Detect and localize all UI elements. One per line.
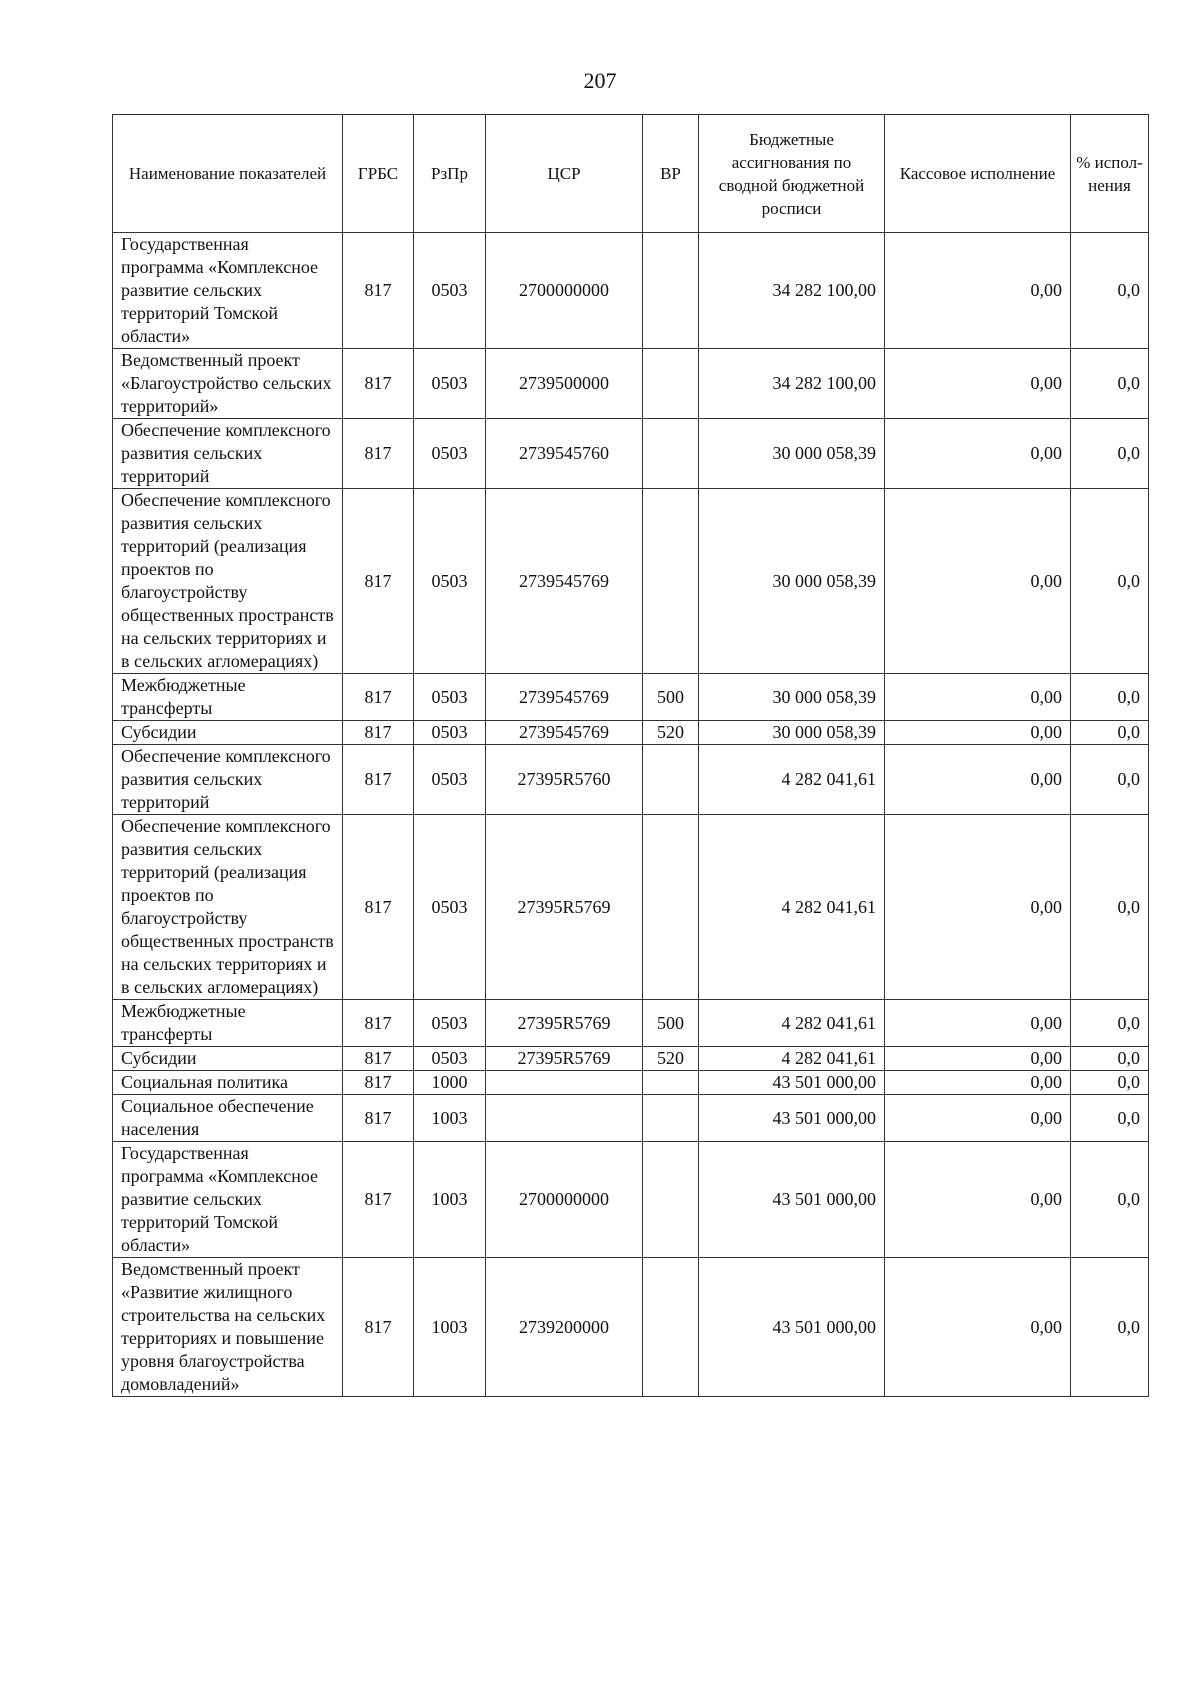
row-grbs: 817 xyxy=(343,419,414,489)
row-rzpr: 1000 xyxy=(414,1071,486,1095)
row-vr xyxy=(643,1258,699,1397)
row-cash: 0,00 xyxy=(885,233,1071,349)
row-name: Обеспечение комплексного развития сельских территорий xyxy=(113,419,343,489)
header-rzpr: РзПр xyxy=(414,115,486,233)
row-budget: 30 000 058,39 xyxy=(699,721,885,745)
table-row xyxy=(113,745,1149,815)
row-percent: 0,0 xyxy=(1071,419,1149,489)
row-rzpr: 1003 xyxy=(414,1095,486,1142)
row-cash: 0,00 xyxy=(885,1047,1071,1071)
table-row xyxy=(113,1095,1149,1142)
row-vr xyxy=(643,1095,699,1142)
row-percent: 0,0 xyxy=(1071,233,1149,349)
row-name: Субсидии xyxy=(113,721,343,745)
row-name: Ведомственный проект «Благоустройство сельских территорий» xyxy=(113,349,343,419)
row-csr xyxy=(486,1095,643,1142)
row-csr: 2739545769 xyxy=(486,489,643,674)
row-csr: 2739545769 xyxy=(486,674,643,721)
row-budget: 4 282 041,61 xyxy=(699,1047,885,1071)
row-cash: 0,00 xyxy=(885,419,1071,489)
row-rzpr: 0503 xyxy=(414,489,486,674)
row-csr xyxy=(486,1071,643,1095)
row-name: Государственная программа «Комплексное развитие сельских территорий Томской области» xyxy=(113,233,343,349)
row-rzpr: 0503 xyxy=(414,419,486,489)
row-percent: 0,0 xyxy=(1071,815,1149,1000)
row-cash: 0,00 xyxy=(885,489,1071,674)
row-vr xyxy=(643,349,699,419)
row-percent: 0,0 xyxy=(1071,721,1149,745)
row-rzpr: 0503 xyxy=(414,721,486,745)
header-csr: ЦСР xyxy=(486,115,643,233)
row-percent: 0,0 xyxy=(1071,674,1149,721)
row-cash: 0,00 xyxy=(885,1258,1071,1397)
row-grbs: 817 xyxy=(343,745,414,815)
table-row xyxy=(113,815,1149,1000)
row-vr xyxy=(643,745,699,815)
row-cash: 0,00 xyxy=(885,349,1071,419)
row-percent: 0,0 xyxy=(1071,1258,1149,1397)
row-name: Обеспечение комплексного развития сельских территорий (реализация проектов по благоустройству общественных пространств на сельских территориях и в сельских агломерациях) xyxy=(113,815,343,1000)
row-name: Обеспечение комплексного развития сельских территорий (реализация проектов по благоустройству общественных пространств на сельских территориях и в сельских агломерациях) xyxy=(113,489,343,674)
row-vr xyxy=(643,815,699,1000)
row-grbs: 817 xyxy=(343,349,414,419)
row-name: Социальная политика xyxy=(113,1071,343,1095)
row-vr xyxy=(643,233,699,349)
row-rzpr: 0503 xyxy=(414,1047,486,1071)
row-percent: 0,0 xyxy=(1071,1095,1149,1142)
row-csr: 27395R5769 xyxy=(486,1047,643,1071)
row-grbs: 817 xyxy=(343,1047,414,1071)
header-name: Наименование показателей xyxy=(113,115,343,233)
row-percent: 0,0 xyxy=(1071,349,1149,419)
table-row xyxy=(113,721,1149,745)
row-budget: 30 000 058,39 xyxy=(699,489,885,674)
row-budget: 30 000 058,39 xyxy=(699,674,885,721)
row-budget: 43 501 000,00 xyxy=(699,1095,885,1142)
row-budget: 4 282 041,61 xyxy=(699,745,885,815)
table-row xyxy=(113,1000,1149,1047)
row-percent: 0,0 xyxy=(1071,1000,1149,1047)
row-budget: 34 282 100,00 xyxy=(699,349,885,419)
row-csr: 2700000000 xyxy=(486,233,643,349)
row-grbs: 817 xyxy=(343,1000,414,1047)
header-grbs: ГРБС xyxy=(343,115,414,233)
row-cash: 0,00 xyxy=(885,815,1071,1000)
row-vr xyxy=(643,1142,699,1258)
row-csr: 2739545769 xyxy=(486,721,643,745)
table-row xyxy=(113,349,1149,419)
table-row xyxy=(113,489,1149,674)
row-name: Обеспечение комплексного развития сельских территорий xyxy=(113,745,343,815)
table-row xyxy=(113,1071,1149,1095)
row-name: Межбюджетные трансферты xyxy=(113,674,343,721)
table-row xyxy=(113,1142,1149,1258)
row-grbs: 817 xyxy=(343,1095,414,1142)
row-rzpr: 0503 xyxy=(414,349,486,419)
table-row xyxy=(113,419,1149,489)
table-row xyxy=(113,674,1149,721)
row-percent: 0,0 xyxy=(1071,1142,1149,1258)
header-cash: Кассовое исполнение xyxy=(885,115,1071,233)
row-percent: 0,0 xyxy=(1071,745,1149,815)
table-row xyxy=(113,1258,1149,1397)
row-rzpr: 0503 xyxy=(414,745,486,815)
row-name: Субсидии xyxy=(113,1047,343,1071)
header-vr: ВР xyxy=(643,115,699,233)
row-name: Межбюджетные трансферты xyxy=(113,1000,343,1047)
header-budget: Бюджетные ассигнования по сводной бюджетной росписи xyxy=(699,115,885,233)
row-budget: 43 501 000,00 xyxy=(699,1258,885,1397)
row-grbs: 817 xyxy=(343,489,414,674)
row-name: Государственная программа «Комплексное развитие сельских территорий Томской области» xyxy=(113,1142,343,1258)
row-percent: 0,0 xyxy=(1071,489,1149,674)
row-cash: 0,00 xyxy=(885,1071,1071,1095)
row-rzpr: 0503 xyxy=(414,674,486,721)
row-budget: 30 000 058,39 xyxy=(699,419,885,489)
row-rzpr: 0503 xyxy=(414,1000,486,1047)
row-budget: 43 501 000,00 xyxy=(699,1071,885,1095)
table-header-row xyxy=(113,115,1149,233)
row-csr: 27395R5769 xyxy=(486,1000,643,1047)
row-budget: 4 282 041,61 xyxy=(699,1000,885,1047)
row-grbs: 817 xyxy=(343,721,414,745)
row-budget: 43 501 000,00 xyxy=(699,1142,885,1258)
row-rzpr: 0503 xyxy=(414,233,486,349)
page-number: 207 xyxy=(583,68,617,93)
row-budget: 34 282 100,00 xyxy=(699,233,885,349)
row-grbs: 817 xyxy=(343,674,414,721)
row-csr: 2700000000 xyxy=(486,1142,643,1258)
budget-table xyxy=(112,114,1149,1397)
row-csr: 2739500000 xyxy=(486,349,643,419)
row-grbs: 817 xyxy=(343,815,414,1000)
table-row xyxy=(113,1047,1149,1071)
row-name: Социальное обеспечение населения xyxy=(113,1095,343,1142)
row-csr: 2739200000 xyxy=(486,1258,643,1397)
row-cash: 0,00 xyxy=(885,721,1071,745)
row-budget: 4 282 041,61 xyxy=(699,815,885,1000)
row-rzpr: 1003 xyxy=(414,1258,486,1397)
row-csr: 27395R5760 xyxy=(486,745,643,815)
row-cash: 0,00 xyxy=(885,745,1071,815)
row-rzpr: 1003 xyxy=(414,1142,486,1258)
row-vr: 520 xyxy=(643,1047,699,1071)
row-csr: 27395R5769 xyxy=(486,815,643,1000)
row-cash: 0,00 xyxy=(885,1095,1071,1142)
row-grbs: 817 xyxy=(343,1142,414,1258)
row-cash: 0,00 xyxy=(885,1142,1071,1258)
row-name: Ведомственный проект «Развитие жилищного строительства на сельских территориях и повышение уровня благоустройства домовладений» xyxy=(113,1258,343,1397)
row-grbs: 817 xyxy=(343,233,414,349)
header-percent: % испол-нения xyxy=(1071,115,1149,233)
row-percent: 0,0 xyxy=(1071,1071,1149,1095)
row-vr: 500 xyxy=(643,1000,699,1047)
row-rzpr: 0503 xyxy=(414,815,486,1000)
row-vr: 500 xyxy=(643,674,699,721)
row-percent: 0,0 xyxy=(1071,1047,1149,1071)
row-vr xyxy=(643,419,699,489)
row-csr: 2739545760 xyxy=(486,419,643,489)
row-vr xyxy=(643,1071,699,1095)
row-vr: 520 xyxy=(643,721,699,745)
row-cash: 0,00 xyxy=(885,1000,1071,1047)
row-cash: 0,00 xyxy=(885,674,1071,721)
row-vr xyxy=(643,489,699,674)
table-row xyxy=(113,233,1149,349)
row-grbs: 817 xyxy=(343,1071,414,1095)
row-grbs: 817 xyxy=(343,1258,414,1397)
